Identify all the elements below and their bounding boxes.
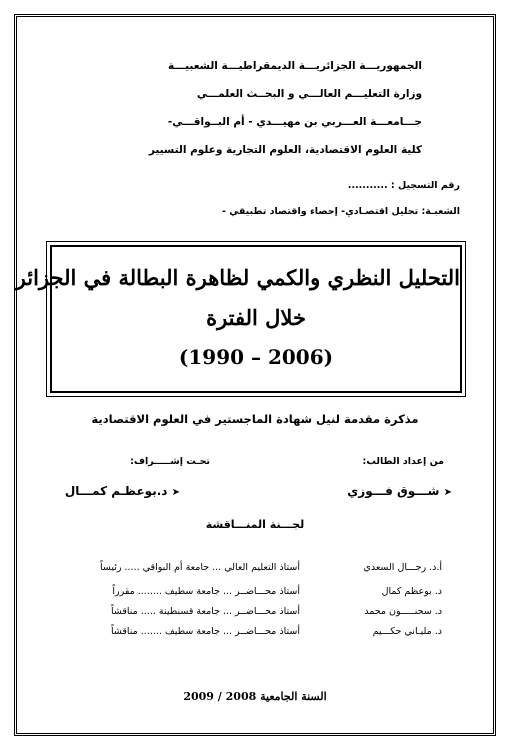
student-label: من إعداد الطالب: — [362, 456, 444, 467]
arrow-icon: ➤ — [443, 487, 452, 498]
supervisor-label: تحـت إشـــــراف: — [130, 456, 210, 467]
header-faculty: كلية العلوم الاقتصادية، العلوم التجارية وعلوم التسيير — [148, 144, 422, 156]
member-role: أستاذ محـــاضــر ... جامعة سطيف ........ مقرراً — [112, 586, 300, 597]
member-name: أ.د. رجـــال السعدي — [363, 562, 442, 573]
thesis-note: مذكرة مقدمة لنيل شهادة الماجستير في العلوم الاقتصادية — [91, 412, 419, 426]
committee-heading: لجـــنة المنـــاقشة — [205, 518, 305, 531]
supervisor-name: د.بوعظـم كمـــال — [64, 484, 168, 498]
title-line-1: التحليل النظري والكمي لظاهرة البطالة في الجزائر — [15, 265, 460, 290]
title-line-2: خلال الفترة — [206, 305, 306, 330]
arrow-icon: ➤ — [171, 487, 180, 498]
registration-number: رقم التسجيل : ........... — [347, 180, 460, 191]
member-name: د. مليـاني حكـــيم — [372, 626, 442, 637]
title-line-3: (1990 – 2006) — [178, 345, 334, 369]
academic-year: السنة الجامعية 2008 / 2009 — [183, 690, 327, 703]
supervisor-name-row — [65, 484, 180, 498]
member-name: د. بوعظم كمال — [381, 586, 442, 597]
student-name: شـــوق فـــوزي — [347, 484, 440, 498]
header-republic: الجمهوريـــة الجزائريـــة الديمقراطيـــة الشعبيـــة — [168, 60, 422, 72]
student-name-row — [347, 484, 452, 498]
member-role: أستاذ محـــاضــر ... جامعة قسنطينة ..... مناقشاً — [110, 606, 300, 617]
header-ministry: وزارة التعليـــم العالـــي و البحــث العلمـــي — [196, 88, 422, 100]
title-box — [15, 245, 462, 393]
member-role: أستاذ محـــاضــر ... جامعة سطيف ....... مناقشاً — [111, 626, 300, 637]
header-university: جـــامعـــة العـــربي بن مهيـــدي - أم البــواقـــي- — [167, 116, 422, 128]
member-name: د. سحنـــــون محمد — [364, 606, 442, 617]
member-role: أستاذ التعليم العالي ... جامعة أم البواقي ..... رئيساً — [100, 562, 300, 573]
branch-label: الشعبـة: تحليل اقتصـادي- إحصاء واقتصاد تطبيقي - — [221, 206, 460, 217]
